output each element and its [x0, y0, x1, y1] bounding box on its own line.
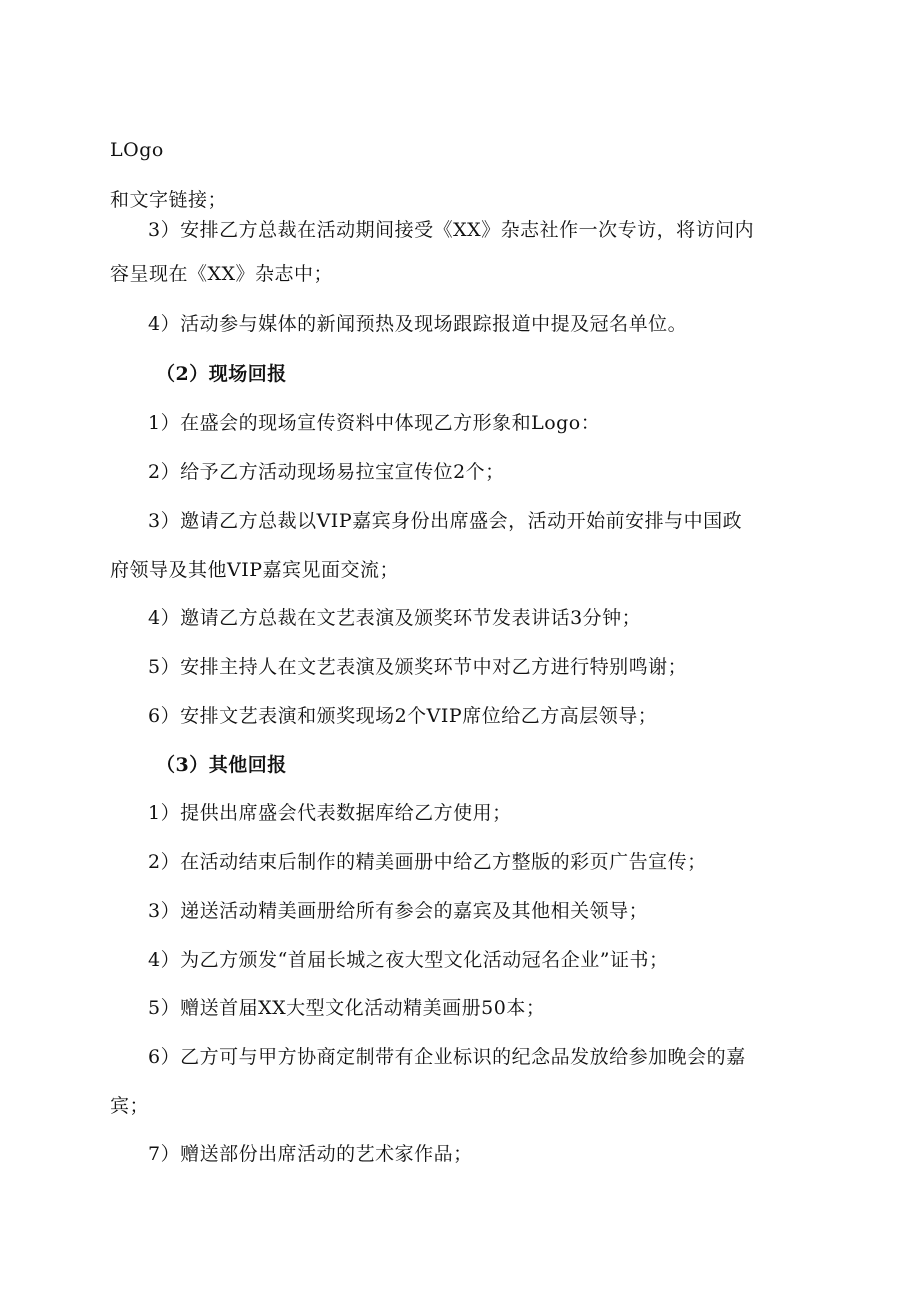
- text-line: 6）安排文艺表演和颁奖现场2个VIP席位给乙方高层领导；: [148, 705, 658, 727]
- text-line: 7）赠送部份出席活动的艺术家作品；: [148, 1143, 473, 1165]
- section-heading-other: （3）其他回报: [156, 754, 287, 776]
- text-line: 6）乙方可与甲方协商定制带有企业标识的纪念品发放给参加晚会的嘉: [148, 1046, 746, 1068]
- text-line: 4）邀请乙方总裁在文艺表演及颁奖环节发表讲话3分钟；: [148, 607, 642, 629]
- text-line: 2）在活动结束后制作的精美画册中给乙方整版的彩页广告宣传；: [148, 851, 707, 873]
- text-line-logo: LOgo: [110, 139, 164, 161]
- text-line: 3）递送活动精美画册给所有参会的嘉宾及其他相关领导；: [148, 900, 649, 922]
- text-line: 5）赠送首届XX大型文化活动精美画册50本；: [148, 997, 546, 1019]
- text-line: 1）提供出席盛会代表数据库给乙方使用；: [148, 802, 512, 824]
- text-line: 5）安排主持人在文艺表演及颁奖环节中对乙方进行特别鸣谢；: [148, 656, 688, 678]
- text-line: 宾；: [110, 1095, 150, 1117]
- text-line: 容呈现在《XX》杂志中；: [110, 263, 334, 285]
- text-line: 4）活动参与媒体的新闻预热及现场跟踪报道中提及冠名单位。: [148, 313, 688, 335]
- text-line: 3）邀请乙方总裁以VIP嘉宾身份出席盛会，活动开始前安排与中国政: [148, 510, 743, 532]
- text-line: 1）在盛会的现场宣传资料中体现乙方形象和Logo：: [148, 412, 601, 434]
- section-heading-onsite: （2）现场回报: [156, 363, 287, 385]
- text-line: 4）为乙方颁发“首届长城之夜大型文化活动冠名企业”证书；: [148, 949, 669, 971]
- text-line: 3）安排乙方总裁在活动期间接受《XX》杂志社作一次专访，将访问内: [148, 219, 755, 241]
- text-line: 和文字链接；: [110, 189, 228, 211]
- text-line: 2）给予乙方活动现场易拉宝宣传位2个；: [148, 461, 505, 483]
- text-line: 府领导及其他VIP嘉宾见面交流；: [110, 559, 400, 581]
